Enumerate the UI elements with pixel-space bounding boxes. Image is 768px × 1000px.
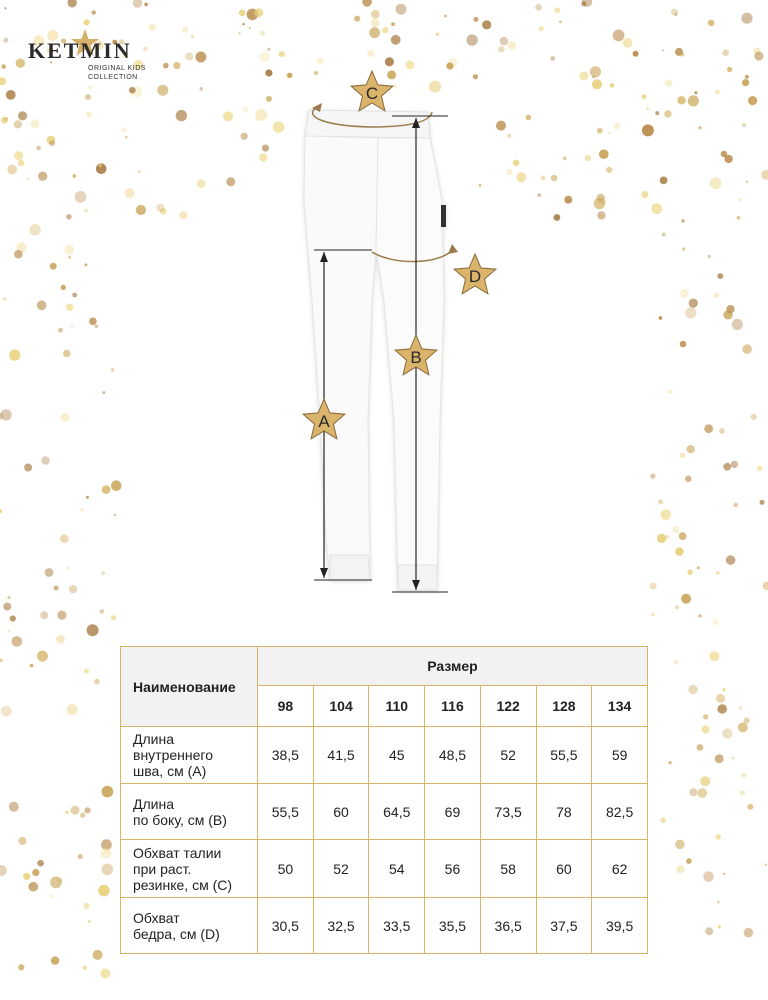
measure-label-d: D bbox=[468, 267, 482, 286]
table-row bbox=[121, 784, 648, 840]
row-label-line: Длина bbox=[133, 731, 174, 747]
size-chart-table bbox=[120, 646, 648, 954]
table-cell: 50 bbox=[258, 840, 314, 898]
row-label bbox=[121, 898, 258, 954]
size-header-cell: 98 bbox=[258, 686, 314, 727]
table-cell: 33,5 bbox=[369, 898, 425, 954]
row-label-line: при раст. bbox=[133, 860, 192, 877]
table-cell: 62 bbox=[592, 840, 648, 898]
table-cell: 48,5 bbox=[425, 727, 481, 784]
measure-label-a: A bbox=[318, 412, 330, 431]
table-cell: 78 bbox=[536, 784, 592, 840]
table-cell: 35,5 bbox=[425, 898, 481, 954]
table-cell: 60 bbox=[536, 840, 592, 898]
table-row bbox=[121, 840, 648, 898]
table-cell: 52 bbox=[313, 840, 369, 898]
column-header-name: Наименование bbox=[121, 647, 258, 727]
table-cell: 41,5 bbox=[313, 727, 369, 784]
row-label-line: шва, см (А) bbox=[133, 763, 207, 779]
table-cell: 39,5 bbox=[592, 898, 648, 954]
table-row bbox=[121, 727, 648, 784]
row-label-line: по боку, см (В) bbox=[133, 811, 227, 828]
table-cell: 59 bbox=[592, 727, 648, 784]
size-header-cell: 104 bbox=[313, 686, 369, 727]
brand-name: KETMIN bbox=[28, 38, 132, 63]
row-label-line: внутреннего bbox=[133, 747, 213, 763]
table-cell: 38,5 bbox=[258, 727, 314, 784]
table-row bbox=[121, 898, 648, 954]
row-label-line: Длина bbox=[133, 795, 174, 812]
table-cell: 56 bbox=[425, 840, 481, 898]
table-cell: 36,5 bbox=[480, 898, 536, 954]
measure-label-b: B bbox=[410, 348, 422, 367]
row-label-line: Обхват талии bbox=[133, 844, 222, 861]
size-header-cell: 116 bbox=[425, 686, 481, 727]
column-header-size: Размер bbox=[258, 647, 648, 686]
row-label-line: бедра, см (D) bbox=[133, 925, 220, 942]
size-header-cell: 128 bbox=[536, 686, 592, 727]
table-cell: 45 bbox=[369, 727, 425, 784]
table-cell: 55,5 bbox=[536, 727, 592, 784]
table-cell: 60 bbox=[313, 784, 369, 840]
table-cell: 64,5 bbox=[369, 784, 425, 840]
table-cell: 55,5 bbox=[258, 784, 314, 840]
size-header-cell: 134 bbox=[592, 686, 648, 727]
row-label-line: резинке, см (С) bbox=[133, 876, 233, 893]
table-cell: 52 bbox=[480, 727, 536, 784]
brand-subtitle: ORIGINAL KIDS COLLECTION bbox=[88, 65, 146, 81]
row-label bbox=[121, 840, 258, 898]
size-header-cell: 122 bbox=[480, 686, 536, 727]
table-cell: 69 bbox=[425, 784, 481, 840]
table-cell: 54 bbox=[369, 840, 425, 898]
table-cell: 32,5 bbox=[313, 898, 369, 954]
table-cell: 82,5 bbox=[592, 784, 648, 840]
table-cell: 73,5 bbox=[480, 784, 536, 840]
table-cell: 30,5 bbox=[258, 898, 314, 954]
row-label bbox=[121, 784, 258, 840]
row-label-line: Обхват bbox=[133, 909, 180, 926]
table-cell: 58 bbox=[480, 840, 536, 898]
table-cell: 37,5 bbox=[536, 898, 592, 954]
size-header-cell: 110 bbox=[369, 686, 425, 727]
measure-label-c: C bbox=[365, 84, 379, 103]
row-label bbox=[121, 727, 258, 784]
